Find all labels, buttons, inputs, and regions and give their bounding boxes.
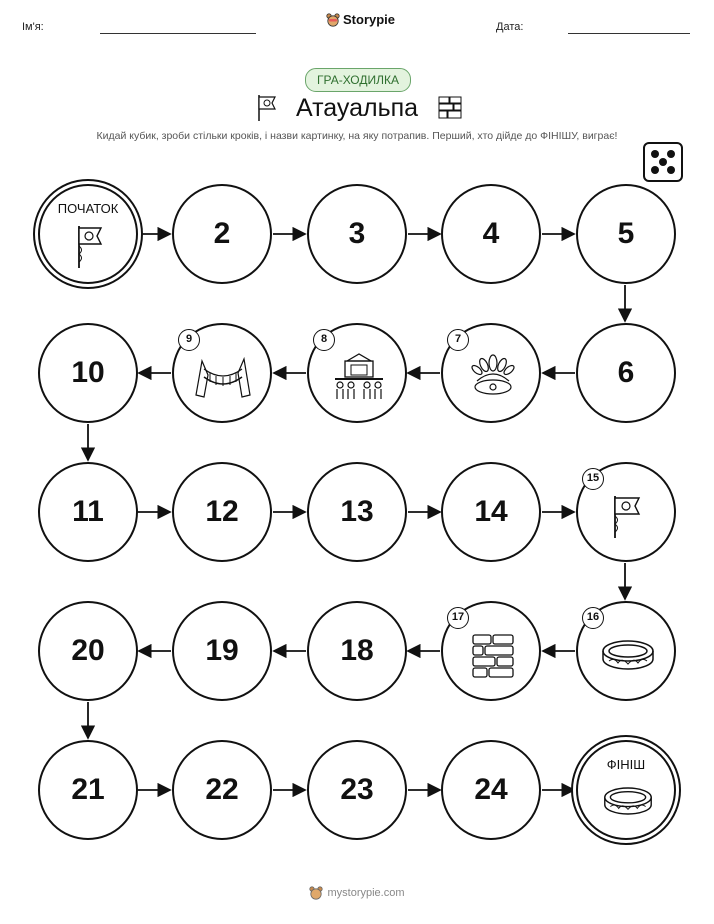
cell-number-badge: 15 — [582, 468, 604, 490]
name-label: Ім'я: — [22, 21, 44, 33]
cell-14: 14 — [441, 462, 541, 562]
ring-icon — [600, 637, 656, 673]
page-title: Атауальпа — [295, 94, 419, 122]
cell-19: 19 — [172, 601, 272, 701]
finish-label: ФІНІШ — [606, 757, 646, 772]
flag-icon — [74, 224, 104, 270]
footer — [0, 886, 714, 900]
date-label: Дата: — [496, 21, 524, 33]
cell-21: 21 — [38, 740, 138, 840]
cell-20: 20 — [38, 601, 138, 701]
cell-9 — [172, 323, 272, 423]
cell-number-badge: 8 — [313, 329, 335, 351]
cell-number-badge: 9 — [178, 329, 200, 351]
rope-bridge-icon — [194, 355, 252, 399]
cell-12: 12 — [172, 462, 272, 562]
cell-13: 13 — [307, 462, 407, 562]
cell-2: 2 — [172, 184, 272, 284]
cell-15 — [576, 462, 676, 562]
brand-name: Storypie — [343, 12, 396, 27]
cell-3: 3 — [307, 184, 407, 284]
cell-10: 10 — [38, 323, 138, 423]
cell-5: 5 — [576, 184, 676, 284]
start-cell — [38, 184, 138, 284]
litter-icon — [331, 351, 387, 401]
cell-number-badge: 7 — [447, 329, 469, 351]
cell-24: 24 — [441, 740, 541, 840]
cell-11: 11 — [38, 462, 138, 562]
cell-8 — [307, 323, 407, 423]
bear-icon — [309, 886, 323, 900]
ring-icon — [602, 784, 654, 818]
cell-18: 18 — [307, 601, 407, 701]
cell-7 — [441, 323, 541, 423]
cell-22: 22 — [172, 740, 272, 840]
game-type-badge: ГРА-ХОДИЛКА — [305, 68, 411, 92]
stone-wall-icon — [471, 633, 515, 679]
cell-number-badge: 17 — [447, 607, 469, 629]
start-label: ПОЧАТОК — [57, 201, 119, 216]
cell-23: 23 — [307, 740, 407, 840]
cell-4: 4 — [441, 184, 541, 284]
instructions: Кидай кубик, зроби стільки кроків, і назви картинку, на яку потрапив. Перший, хто дійде до ФІНІШУ, виграє! — [96, 130, 618, 142]
footer-url[interactable]: mystorypie.com — [327, 887, 405, 899]
cell-number-badge: 16 — [582, 607, 604, 629]
finish-cell — [576, 740, 676, 840]
cell-6: 6 — [576, 323, 676, 423]
crown-icon — [467, 353, 519, 399]
cell-17 — [441, 601, 541, 701]
flag-icon — [610, 494, 642, 540]
cell-16 — [576, 601, 676, 701]
